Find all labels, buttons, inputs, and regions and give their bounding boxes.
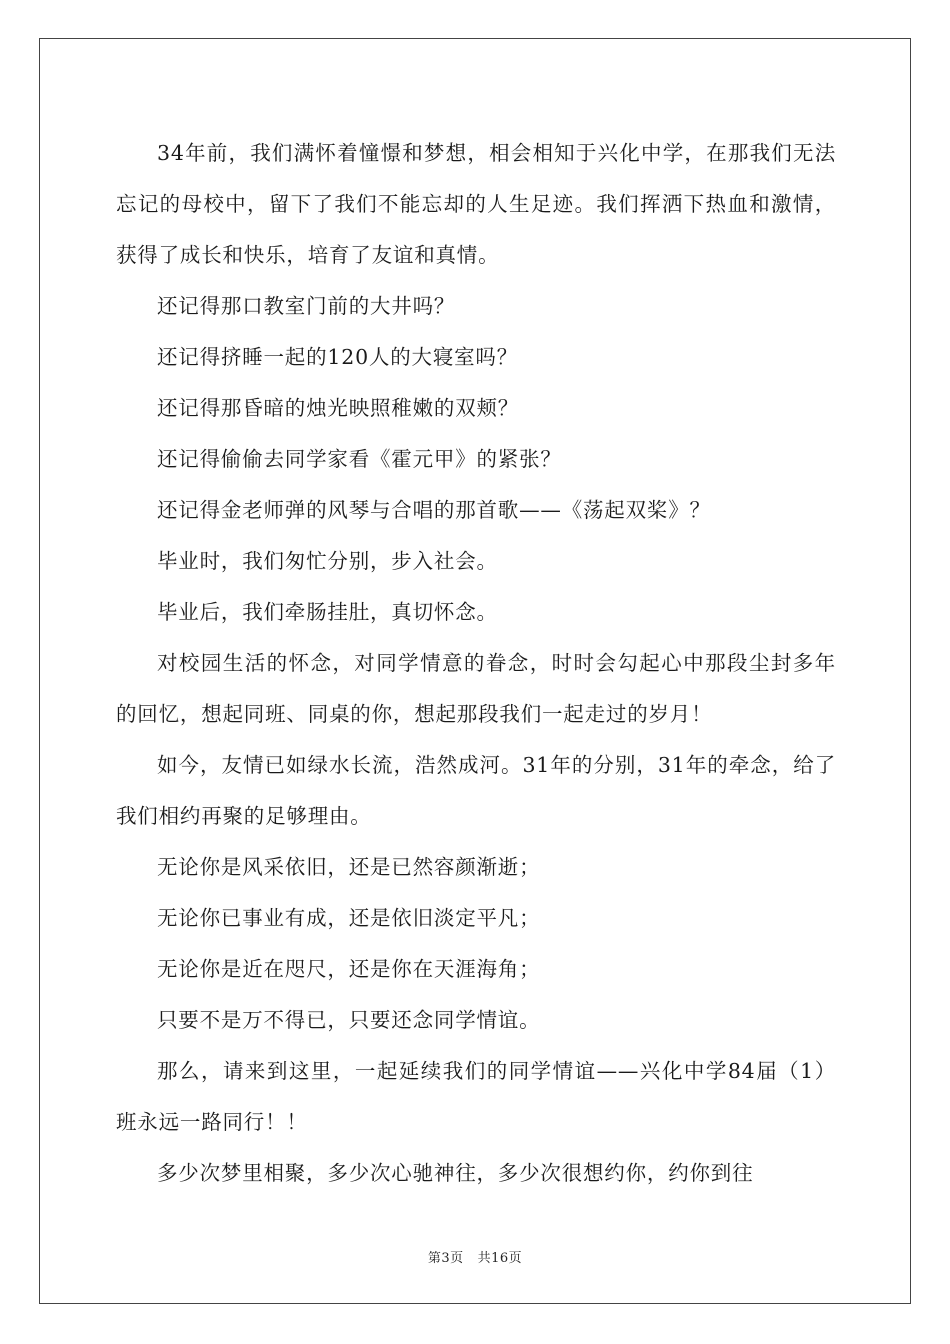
paragraph: 还记得偷偷去同学家看《霍元甲》的紧张？ (157, 447, 562, 471)
paragraph: 如今，友情已如绿水长流，浩然成河。31年的分别，31年的牵念，给了我们相约再聚的足够理由。 (116, 753, 836, 828)
paragraph: 对校园生活的怀念，对同学情意的眷念，时时会勾起心中那段尘封多年的回忆，想起同班、同桌的你，想起那段我们一起走过的岁月！ (116, 651, 836, 726)
paragraph: 毕业时，我们匆忙分别，步入社会。 (157, 549, 498, 573)
paragraph: 那么，请来到这里，一起延续我们的同学情谊——兴化中学84届（1）班永远一路同行！！ (116, 1059, 836, 1134)
paragraph: 还记得挤睡一起的120人的大寝室吗？ (157, 345, 519, 369)
paragraph: 毕业后，我们牵肠挂肚，真切怀念。 (157, 600, 498, 624)
page-footer (0, 1247, 950, 1266)
paragraph: 还记得那昏暗的烛光映照稚嫩的双颊？ (157, 396, 520, 420)
paragraph: 只要不是万不得已，只要还念同学情谊。 (157, 1008, 541, 1032)
paragraph: 无论你是近在咫尺，还是你在天涯海角； (157, 957, 541, 981)
paragraph: 无论你是风采依旧，还是已然容颜渐逝； (157, 855, 541, 879)
paragraph: 34年前，我们满怀着憧憬和梦想，相会相知于兴化中学，在那我们无法忘记的母校中，留下了我们不能忘却的人生足迹。我们挥洒下热血和激情，获得了成长和快乐，培育了友谊和真情。 (116, 141, 836, 267)
paragraph: 无论你已事业有成，还是依旧淡定平凡； (157, 906, 541, 930)
paragraph: 还记得金老师弹的风琴与合唱的那首歌——《荡起双桨》？ (157, 498, 711, 522)
paragraph: 还记得那口教室门前的大井吗？ (157, 294, 456, 318)
paragraph: 多少次梦里相聚，多少次心驰神往，多少次很想约你，约你到往 (157, 1161, 754, 1185)
page-total: 共16页 (477, 1251, 523, 1266)
page-number: 第3页 (427, 1251, 464, 1266)
document-body (116, 128, 836, 1199)
